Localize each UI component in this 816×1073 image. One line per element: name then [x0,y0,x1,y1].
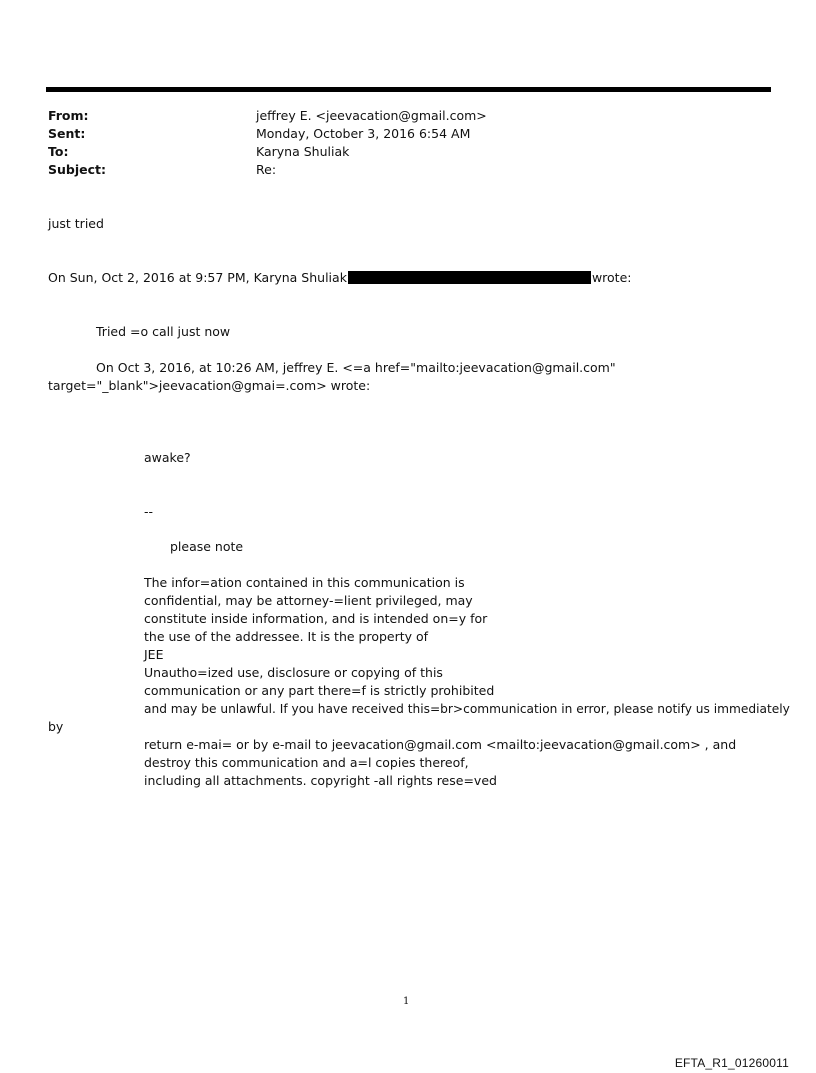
please-note: please note [170,539,244,554]
disclaimer-line: confidential, may be attorney-=lient privileged, may [144,593,473,608]
sent-row [48,125,748,143]
disclaimer-line: Unautho=ized use, disclosure or copying of this [144,665,443,680]
disclaimer-line: return e-mai= or by e-mail to jeevacation@gmail.com <mailto:jeevacation@gmail.com> , and [144,737,737,752]
to-row [48,143,748,161]
disclaimer-line: The infor=ation contained in this communication is [144,575,465,590]
to-value: Karyna Shuliak [256,144,350,159]
disclaimer-line: by [48,719,64,734]
quote1-intro-before: On Sun, Oct 2, 2016 at 9:57 PM, Karyna Shuliak [48,270,347,285]
bates-number: EFTA_R1_01260011 [674,1056,789,1070]
redaction-block [348,271,591,284]
from-value: jeffrey E. <jeevacation@gmail.com> [256,108,487,123]
from-row [48,107,748,125]
quote2-text: awake? [144,450,191,465]
disclaimer-line: communication or any part there=f is strictly prohibited [144,683,495,698]
header-rule [46,87,771,92]
subject-row [48,161,748,179]
quote1-text: Tried =o call just now [96,324,231,339]
page-number: 1 [403,996,410,1007]
disclaimer-line: destroy this communication and a=l copies thereof, [144,755,469,770]
sent-value: Monday, October 3, 2016 6:54 AM [256,126,471,141]
disclaimer-line: JEE [144,647,164,662]
from-label: From: [48,108,89,123]
signature-separator: -- [144,504,154,519]
reply-text: just tried [48,216,104,231]
disclaimer-line: including all attachments. copyright -all rights rese=ved [144,773,497,788]
sent-label: Sent: [48,126,86,141]
to-label: To: [48,144,69,159]
quote1-intro [48,269,631,287]
disclaimer-line: constitute inside information, and is intended on=y for [144,611,488,626]
quote2-intro-line1: On Oct 3, 2016, at 10:26 AM, jeffrey E. <=a href="mailto:jeevacation@gmail.com" [96,360,616,375]
subject-value: Re: [256,162,277,177]
quote1-intro-after: wrote: [591,270,632,285]
subject-label: Subject: [48,162,106,177]
quote2-intro-line2: target="_blank">jeevacation@gmai=.com> wrote: [48,378,371,393]
disclaimer-line: and may be unlawful. If you have received this=br>communication in error, please notify us immediately [144,702,790,716]
disclaimer-line: the use of the addressee. It is the property of [144,629,429,644]
